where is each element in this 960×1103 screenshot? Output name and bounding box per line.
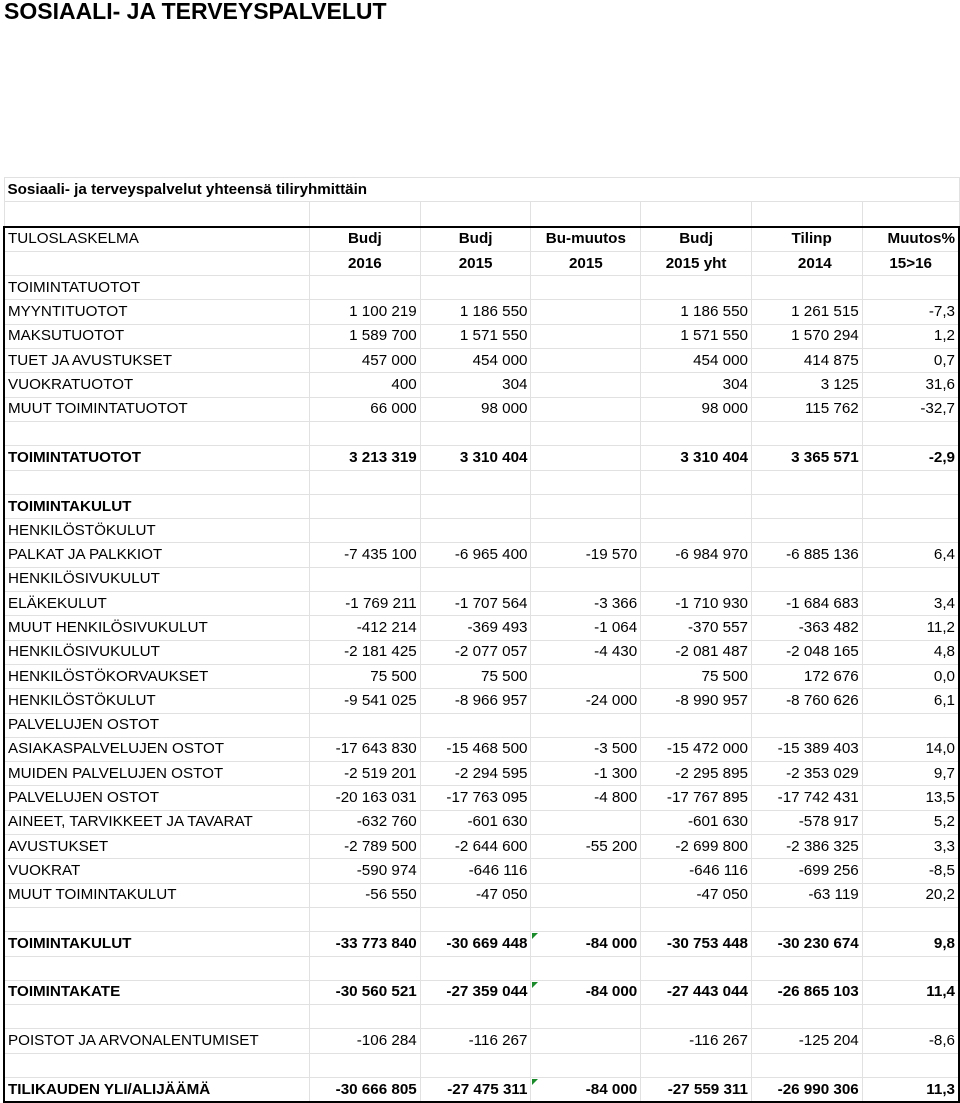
row-value-col-2	[420, 421, 531, 445]
row-value-col-3: -84 000	[531, 980, 641, 1004]
table-row	[4, 907, 959, 931]
table-row	[4, 932, 959, 956]
row-value-col-5	[751, 1005, 862, 1029]
row-label	[4, 1053, 309, 1077]
row-value-col-3	[531, 956, 641, 980]
row-value-col-4: -116 267	[641, 1029, 752, 1053]
row-value-col-4	[641, 470, 752, 494]
row-value-col-6	[862, 494, 959, 518]
row-label: TOIMINTAKULUT	[4, 932, 309, 956]
row-value-col-6	[862, 956, 959, 980]
row-value-col-3: -1 300	[531, 762, 641, 786]
row-value-col-5: 115 762	[751, 397, 862, 421]
row-value-col-2	[420, 519, 531, 543]
row-value-col-5	[751, 421, 862, 445]
row-value-col-4	[641, 421, 752, 445]
row-value-col-3: -4 800	[531, 786, 641, 810]
table-row	[4, 980, 959, 1004]
row-value-col-2	[420, 276, 531, 300]
row-value-col-3	[531, 373, 641, 397]
row-value-col-1	[309, 1005, 420, 1029]
row-label: ASIAKASPALVELUJEN OSTOT	[4, 737, 309, 761]
table-row	[4, 689, 959, 713]
row-value-col-4: 98 000	[641, 397, 752, 421]
row-value-col-2: -30 669 448	[420, 932, 531, 956]
row-value-col-3	[531, 664, 641, 688]
row-value-col-6: 9,8	[862, 932, 959, 956]
row-value-col-6: -8,5	[862, 859, 959, 883]
row-value-col-6: -32,7	[862, 397, 959, 421]
row-value-col-1: -412 214	[309, 616, 420, 640]
header-col-2: Budj	[420, 227, 531, 252]
row-label: MUUT HENKILÖSIVUKULUT	[4, 616, 309, 640]
row-value-col-6: 3,3	[862, 835, 959, 859]
row-value-col-6: -7,3	[862, 300, 959, 324]
row-value-col-2	[420, 713, 531, 737]
row-label: MUIDEN PALVELUJEN OSTOT	[4, 762, 309, 786]
row-value-col-2: -8 966 957	[420, 689, 531, 713]
row-value-col-3	[531, 324, 641, 348]
row-value-col-2: -2 294 595	[420, 762, 531, 786]
row-value-col-2: -17 763 095	[420, 786, 531, 810]
row-value-col-4: 3 310 404	[641, 446, 752, 470]
row-value-col-1: -56 550	[309, 883, 420, 907]
row-label: POISTOT JA ARVONALENTUMISET	[4, 1029, 309, 1053]
row-value-col-1: -2 519 201	[309, 762, 420, 786]
row-value-col-5: 414 875	[751, 349, 862, 373]
table-row	[4, 664, 959, 688]
row-value-col-1: -2 181 425	[309, 640, 420, 664]
row-label	[4, 470, 309, 494]
row-value-col-3	[531, 446, 641, 470]
table-row	[4, 276, 959, 300]
row-value-col-5: -699 256	[751, 859, 862, 883]
row-value-col-5: -2 353 029	[751, 762, 862, 786]
row-value-col-4: 1 186 550	[641, 300, 752, 324]
row-label: MUUT TOIMINTAKULUT	[4, 883, 309, 907]
header-year-3: 2015	[531, 251, 641, 275]
row-value-col-2: -369 493	[420, 616, 531, 640]
row-value-col-1	[309, 907, 420, 931]
row-value-col-2: 98 000	[420, 397, 531, 421]
row-value-col-4: 75 500	[641, 664, 752, 688]
row-value-col-2	[420, 1005, 531, 1029]
header-row-1	[4, 227, 959, 252]
row-value-col-6	[862, 421, 959, 445]
row-value-col-3	[531, 907, 641, 931]
row-label: MAKSUTUOTOT	[4, 324, 309, 348]
row-value-col-5: -17 742 431	[751, 786, 862, 810]
row-value-col-6: 1,2	[862, 324, 959, 348]
row-value-col-1: -106 284	[309, 1029, 420, 1053]
table-row	[4, 810, 959, 834]
row-value-col-5: -63 119	[751, 883, 862, 907]
row-value-col-3	[531, 567, 641, 591]
table-row	[4, 592, 959, 616]
row-value-col-2: -27 359 044	[420, 980, 531, 1004]
row-value-col-5: -26 865 103	[751, 980, 862, 1004]
row-label: PALVELUJEN OSTOT	[4, 713, 309, 737]
row-value-col-2: 1 571 550	[420, 324, 531, 348]
row-value-col-4: -2 295 895	[641, 762, 752, 786]
row-value-col-4	[641, 519, 752, 543]
row-value-col-4: -6 984 970	[641, 543, 752, 567]
table-row	[4, 567, 959, 591]
table-row	[4, 300, 959, 324]
row-value-col-1	[309, 567, 420, 591]
table-row	[4, 859, 959, 883]
header-label: TULOSLASKELMA	[4, 227, 309, 252]
row-value-col-6	[862, 567, 959, 591]
row-value-col-5	[751, 956, 862, 980]
row-label: TOIMINTATUOTOT	[4, 446, 309, 470]
row-value-col-3: -84 000	[531, 1077, 641, 1102]
row-value-col-4: -8 990 957	[641, 689, 752, 713]
row-value-col-2: -116 267	[420, 1029, 531, 1053]
table-row	[4, 956, 959, 980]
section-title-row	[4, 178, 959, 202]
row-value-col-6: 14,0	[862, 737, 959, 761]
row-value-col-2: -2 644 600	[420, 835, 531, 859]
row-value-col-1: -30 560 521	[309, 980, 420, 1004]
row-value-col-3: -24 000	[531, 689, 641, 713]
row-value-col-6: 0,7	[862, 349, 959, 373]
row-value-col-4	[641, 1053, 752, 1077]
row-value-col-3: -1 064	[531, 616, 641, 640]
row-value-col-1	[309, 276, 420, 300]
row-label: PALKAT JA PALKKIOT	[4, 543, 309, 567]
table-row	[4, 470, 959, 494]
row-value-col-4: -2 081 487	[641, 640, 752, 664]
row-value-col-6	[862, 1053, 959, 1077]
header-col-5: Tilinp	[751, 227, 862, 252]
row-value-col-5: -363 482	[751, 616, 862, 640]
header-row-2	[4, 251, 959, 275]
row-value-col-1	[309, 713, 420, 737]
row-value-col-5	[751, 713, 862, 737]
table-row	[4, 1005, 959, 1029]
row-value-col-6	[862, 1005, 959, 1029]
row-value-col-6: 6,4	[862, 543, 959, 567]
row-value-col-5: -578 917	[751, 810, 862, 834]
row-value-col-4: -17 767 895	[641, 786, 752, 810]
header-year-2: 2015	[420, 251, 531, 275]
row-value-col-5: 3 365 571	[751, 446, 862, 470]
table-row	[4, 835, 959, 859]
row-value-col-3	[531, 810, 641, 834]
row-value-col-3: -19 570	[531, 543, 641, 567]
row-value-col-1: -17 643 830	[309, 737, 420, 761]
row-value-col-4: 304	[641, 373, 752, 397]
table-row	[4, 883, 959, 907]
row-value-col-6: -2,9	[862, 446, 959, 470]
row-value-col-4: -27 443 044	[641, 980, 752, 1004]
row-value-col-1: -9 541 025	[309, 689, 420, 713]
page-title: SOSIAALI- JA TERVEYSPALVELUT	[4, 0, 387, 24]
row-value-col-1	[309, 494, 420, 518]
row-value-col-3	[531, 421, 641, 445]
row-label: TOIMINTAKATE	[4, 980, 309, 1004]
row-value-col-2: -601 630	[420, 810, 531, 834]
row-value-col-6: 0,0	[862, 664, 959, 688]
row-value-col-2: -6 965 400	[420, 543, 531, 567]
row-value-col-6	[862, 519, 959, 543]
table-row	[4, 494, 959, 518]
row-value-col-4: 1 571 550	[641, 324, 752, 348]
table-row	[4, 421, 959, 445]
row-label: AVUSTUKSET	[4, 835, 309, 859]
row-value-col-2: -2 077 057	[420, 640, 531, 664]
row-value-col-1: -2 789 500	[309, 835, 420, 859]
row-value-col-3	[531, 276, 641, 300]
row-label	[4, 421, 309, 445]
row-value-col-6	[862, 907, 959, 931]
row-value-col-4	[641, 956, 752, 980]
row-value-col-6: 31,6	[862, 373, 959, 397]
row-value-col-1: 400	[309, 373, 420, 397]
row-value-col-6: 9,7	[862, 762, 959, 786]
row-value-col-2: 3 310 404	[420, 446, 531, 470]
table-row	[4, 1029, 959, 1053]
row-value-col-1: -590 974	[309, 859, 420, 883]
row-value-col-2	[420, 494, 531, 518]
spacer-row	[4, 202, 959, 227]
row-value-col-1	[309, 1053, 420, 1077]
row-label: HENKILÖSIVUKULUT	[4, 567, 309, 591]
row-label: AINEET, TARVIKKEET JA TAVARAT	[4, 810, 309, 834]
row-value-col-5	[751, 276, 862, 300]
section-title: Sosiaali- ja terveyspalvelut yhteensä tiliryhmittäin	[4, 178, 959, 202]
row-label	[4, 907, 309, 931]
row-value-col-4: -30 753 448	[641, 932, 752, 956]
row-value-col-5: 1 570 294	[751, 324, 862, 348]
row-value-col-1: -632 760	[309, 810, 420, 834]
table-row	[4, 397, 959, 421]
row-label: VUOKRATUOTOT	[4, 373, 309, 397]
row-value-col-4	[641, 276, 752, 300]
row-value-col-1: 1 100 219	[309, 300, 420, 324]
row-value-col-4	[641, 494, 752, 518]
row-value-col-3: -4 430	[531, 640, 641, 664]
row-value-col-1: -30 666 805	[309, 1077, 420, 1102]
row-value-col-2	[420, 567, 531, 591]
row-value-col-3	[531, 300, 641, 324]
table-row	[4, 713, 959, 737]
row-label	[4, 956, 309, 980]
row-value-col-6	[862, 713, 959, 737]
row-value-col-3	[531, 397, 641, 421]
row-value-col-5: -15 389 403	[751, 737, 862, 761]
row-value-col-5: 3 125	[751, 373, 862, 397]
row-value-col-1: 3 213 319	[309, 446, 420, 470]
row-value-col-4	[641, 1005, 752, 1029]
row-label: HENKILÖSTÖKULUT	[4, 689, 309, 713]
table-row	[4, 373, 959, 397]
row-value-col-1: 75 500	[309, 664, 420, 688]
row-label: MUUT TOIMINTATUOTOT	[4, 397, 309, 421]
row-value-col-2: -27 475 311	[420, 1077, 531, 1102]
row-value-col-1: 457 000	[309, 349, 420, 373]
row-value-col-1: 1 589 700	[309, 324, 420, 348]
row-value-col-5: -2 048 165	[751, 640, 862, 664]
row-value-col-5	[751, 567, 862, 591]
row-value-col-4	[641, 907, 752, 931]
row-value-col-2	[420, 470, 531, 494]
table-row	[4, 737, 959, 761]
row-value-col-2: 1 186 550	[420, 300, 531, 324]
row-value-col-1	[309, 519, 420, 543]
row-value-col-2: 454 000	[420, 349, 531, 373]
row-value-col-5: -2 386 325	[751, 835, 862, 859]
table-row	[4, 640, 959, 664]
row-label: HENKILÖSIVUKULUT	[4, 640, 309, 664]
row-value-col-1	[309, 421, 420, 445]
row-value-col-3	[531, 1005, 641, 1029]
row-label: PALVELUJEN OSTOT	[4, 786, 309, 810]
row-value-col-4: -646 116	[641, 859, 752, 883]
row-value-col-5: -30 230 674	[751, 932, 862, 956]
row-value-col-1: -20 163 031	[309, 786, 420, 810]
row-value-col-6: 3,4	[862, 592, 959, 616]
row-value-col-6: 6,1	[862, 689, 959, 713]
row-value-col-6	[862, 470, 959, 494]
header-year-4: 2015 yht	[641, 251, 752, 275]
row-label: MYYNTITUOTOT	[4, 300, 309, 324]
row-value-col-5: -6 885 136	[751, 543, 862, 567]
row-value-col-2: -15 468 500	[420, 737, 531, 761]
row-value-col-5	[751, 1053, 862, 1077]
row-value-col-3: -3 366	[531, 592, 641, 616]
row-value-col-5: -26 990 306	[751, 1077, 862, 1102]
row-value-col-3: -55 200	[531, 835, 641, 859]
row-value-col-1: -7 435 100	[309, 543, 420, 567]
header-year-6: 15>16	[862, 251, 959, 275]
row-label: HENKILÖSTÖKULUT	[4, 519, 309, 543]
row-value-col-6: 11,3	[862, 1077, 959, 1102]
row-value-col-4: -15 472 000	[641, 737, 752, 761]
header-col-1: Budj	[309, 227, 420, 252]
row-value-col-4	[641, 567, 752, 591]
row-value-col-6: 5,2	[862, 810, 959, 834]
header-col-6: Muutos%	[862, 227, 959, 252]
row-label: TUET JA AVUSTUKSET	[4, 349, 309, 373]
table-row	[4, 1077, 959, 1102]
row-value-col-3	[531, 883, 641, 907]
row-value-col-3	[531, 470, 641, 494]
row-value-col-5	[751, 494, 862, 518]
row-value-col-5	[751, 519, 862, 543]
row-label: VUOKRAT	[4, 859, 309, 883]
row-value-col-6: 4,8	[862, 640, 959, 664]
row-value-col-2	[420, 907, 531, 931]
row-value-col-1	[309, 956, 420, 980]
row-label: HENKILÖSTÖKORVAUKSET	[4, 664, 309, 688]
row-value-col-3	[531, 713, 641, 737]
row-value-col-1: -33 773 840	[309, 932, 420, 956]
table-row	[4, 786, 959, 810]
row-value-col-5	[751, 907, 862, 931]
row-value-col-3	[531, 859, 641, 883]
table-row	[4, 324, 959, 348]
header-year-5: 2014	[751, 251, 862, 275]
table-row	[4, 543, 959, 567]
row-value-col-5: -8 760 626	[751, 689, 862, 713]
table-row	[4, 1053, 959, 1077]
row-value-col-1: -1 769 211	[309, 592, 420, 616]
row-value-col-4: -27 559 311	[641, 1077, 752, 1102]
row-value-col-4: -1 710 930	[641, 592, 752, 616]
row-value-col-4: -2 699 800	[641, 835, 752, 859]
row-value-col-2: -47 050	[420, 883, 531, 907]
table-row	[4, 519, 959, 543]
row-value-col-3	[531, 1029, 641, 1053]
header-year-1: 2016	[309, 251, 420, 275]
header-col-3: Bu-muutos	[531, 227, 641, 252]
row-label: TOIMINTAKULUT	[4, 494, 309, 518]
row-value-col-6: 20,2	[862, 883, 959, 907]
row-value-col-3	[531, 494, 641, 518]
table-row	[4, 762, 959, 786]
row-value-col-2: -646 116	[420, 859, 531, 883]
row-label	[4, 1005, 309, 1029]
row-value-col-5: 1 261 515	[751, 300, 862, 324]
row-label: TILIKAUDEN YLI/ALIJÄÄMÄ	[4, 1077, 309, 1102]
row-value-col-6: 11,2	[862, 616, 959, 640]
row-label: TOIMINTATUOTOT	[4, 276, 309, 300]
row-value-col-2	[420, 956, 531, 980]
row-label: ELÄKEKULUT	[4, 592, 309, 616]
row-value-col-1	[309, 470, 420, 494]
row-value-col-3	[531, 519, 641, 543]
table-row	[4, 349, 959, 373]
row-value-col-6: 11,4	[862, 980, 959, 1004]
row-value-col-5: -1 684 683	[751, 592, 862, 616]
row-value-col-2: 75 500	[420, 664, 531, 688]
row-value-col-6	[862, 276, 959, 300]
row-value-col-2: -1 707 564	[420, 592, 531, 616]
financial-table	[3, 177, 960, 1103]
row-value-col-5	[751, 470, 862, 494]
row-value-col-4	[641, 713, 752, 737]
row-value-col-6: 13,5	[862, 786, 959, 810]
row-value-col-3: -84 000	[531, 932, 641, 956]
row-value-col-3: -3 500	[531, 737, 641, 761]
row-value-col-1: 66 000	[309, 397, 420, 421]
row-value-col-4: 454 000	[641, 349, 752, 373]
row-value-col-4: -601 630	[641, 810, 752, 834]
row-value-col-5: -125 204	[751, 1029, 862, 1053]
row-value-col-4: -370 557	[641, 616, 752, 640]
row-value-col-2: 304	[420, 373, 531, 397]
row-value-col-6: -8,6	[862, 1029, 959, 1053]
row-value-col-3	[531, 349, 641, 373]
row-value-col-3	[531, 1053, 641, 1077]
row-value-col-5: 172 676	[751, 664, 862, 688]
header-col-4: Budj	[641, 227, 752, 252]
row-value-col-2	[420, 1053, 531, 1077]
row-value-col-4: -47 050	[641, 883, 752, 907]
table-row	[4, 446, 959, 470]
table-row	[4, 616, 959, 640]
